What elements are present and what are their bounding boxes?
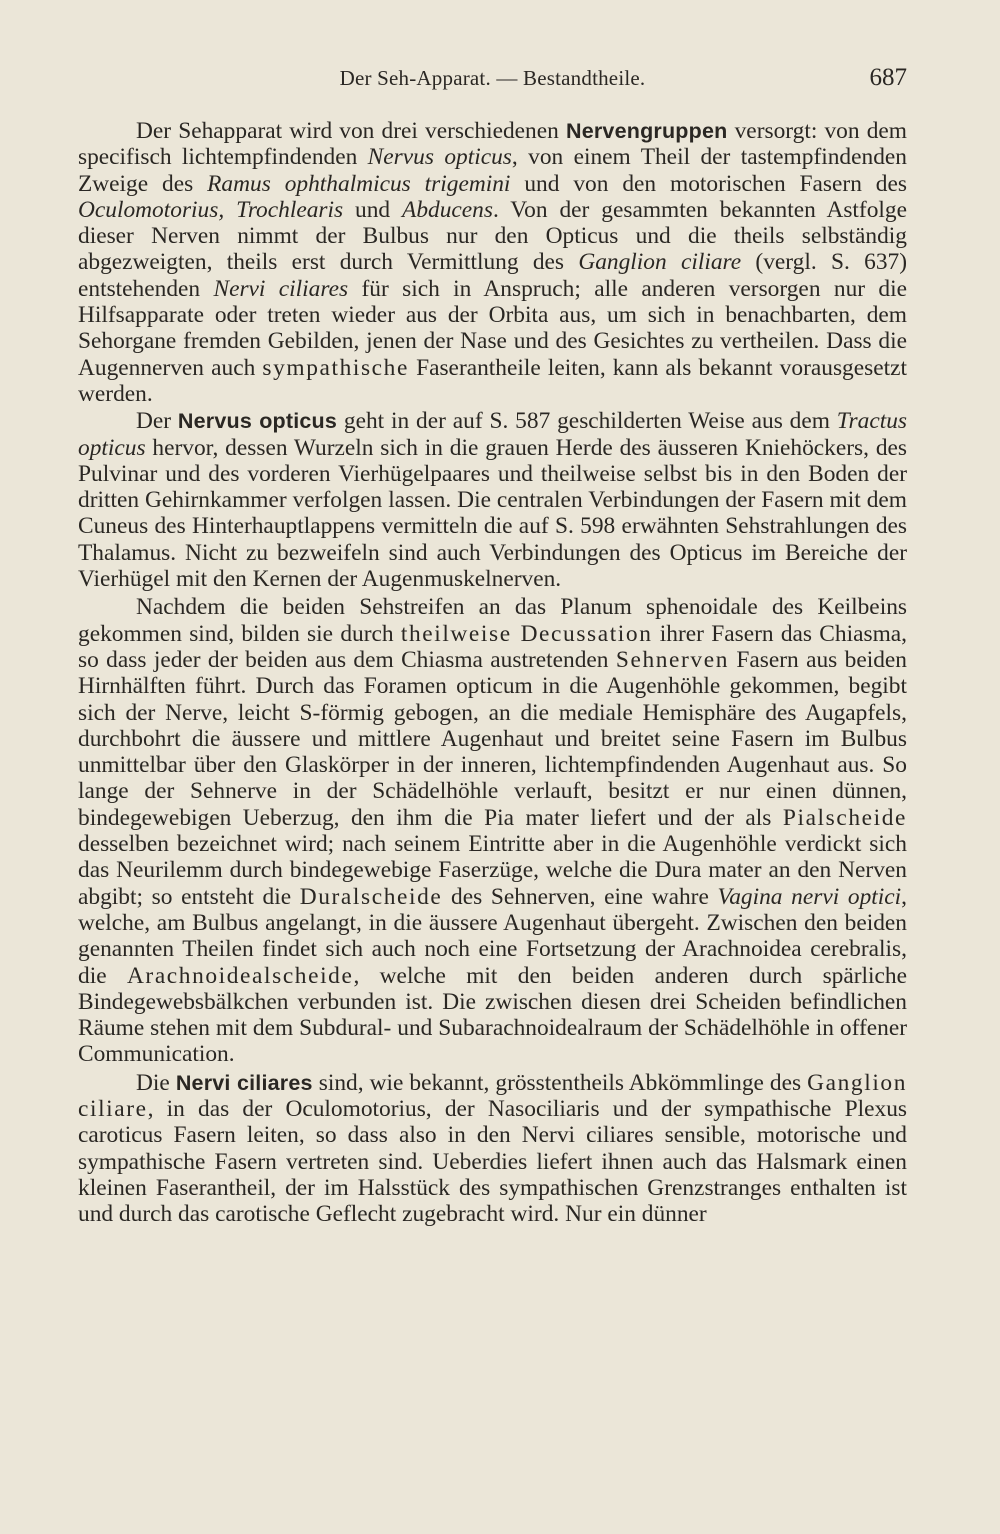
page-number: 687 xyxy=(869,64,907,91)
spaced-term: theilweise Decussation xyxy=(400,620,653,647)
text-run: geht in der auf S. 587 geschilderten Weise aus dem xyxy=(337,408,837,435)
text-run: Die xyxy=(136,1069,176,1096)
bold-term: Nervus opticus xyxy=(177,409,338,434)
paragraph-nervus-opticus xyxy=(78,408,907,592)
text-run: sind, wie bekannt, grösstentheils Abkömmlinge des xyxy=(312,1069,808,1096)
italic-term: Vagina nervi optici xyxy=(717,883,902,910)
text-run: , welche, am Bulbus angelangt, in die äussere Augenhaut übergeht. Zwischen den beiden genannten Theilen findet sich auch noch eine Fortsetzung der Arachnoidea cerebralis, die xyxy=(78,883,908,989)
text-run: und von den motorischen Fasern des xyxy=(510,170,907,197)
italic-term: Ramus ophthalmicus trigemini xyxy=(207,170,511,197)
text-run: desselben bezeichnet wird; nach seinem Eintritte aber in die Augenhöhle verdickt sich das Neurilemm durch bindegewebige Faserzüge, welche die Dura mater an den Nerven abgibt; so entsteht die xyxy=(78,831,907,910)
text-run: . Von der gesammten bekannten Astfolge dieser Nerven nimmt der Bulbus nur den Opticus und die theils selbständig abgezweigten, theils erst durch Vermittlung des xyxy=(78,196,907,276)
text-run: (vergl. S. 637) entstehenden xyxy=(78,249,907,302)
page-header xyxy=(78,62,907,98)
text-run: hervor, dessen Wurzeln sich in die grauen Herde des äusseren Kniehöckers, des Pulvinar und des vorderen Vierhügelpaares und theilweise selbst bis in den Boden der dritten Gehirnkammer verfolgen lassen. Die centralen Verbindungen der Fasern mit dem Cuneus des Hinterhauptlappens vermitteln die auf S. 598 erwähnten Sehstrahlungen des Thalamus. Nicht zu bezweifeln sind auch Verbindungen des Opticus im Bereiche der Vierhügel mit den Kernen der Augenmuskelnerven. xyxy=(78,434,907,593)
text-run: , welche mit den beiden anderen durch spärliche Bindegewebsbälkchen verbunden ist. Die zwischen diesen drei Scheiden befindlichen Räume stehen mit dem Subdural- und Subarachnoidealraum der Schädelhöhle in offener Communication. xyxy=(78,962,907,1068)
italic-term: Oculomotorius, Trochlearis xyxy=(78,196,344,223)
text-run: Fasern aus beiden Hirnhälften führt. Durch das Foramen opticum in die Augenhöhle gekommen, begibt sich der Nerve, leicht S-förmig gebogen, an die mediale Hemisphäre des Augapfels, durchbohrt die äussere und mittlere Augenhaut und breitet seine Fasern im Bulbus unmittelbar über den Glaskörper in der inneren, lichtempfindenden Augenhaut aus. So lange der Sehnerve in der Schädelhöhle verlauft, besitzt er nur einen dünnen, bindegewebigen Ueberzug, den ihm die Pia mater liefert und der als xyxy=(78,646,907,831)
text-run: , in das der Oculomotorius, der Nasociliaris und der sympathische Plexus caroticus Fasern leiten, so dass also in den Nervi ciliares sensible, motorische und sympathische Fasern vertreten sind. Ueberdies liefert ihnen auch das Halsmark einen kleinen Faserantheil, der im Halsstück des sympathischen Grenzstranges enthalten ist und durch das carotische Geflecht zugebracht wird. Nur ein dünner xyxy=(78,1095,907,1228)
spaced-term: Sehnerven xyxy=(615,646,729,673)
italic-term: Nervus opticus xyxy=(367,144,512,171)
text-run: Der Sehapparat wird von drei verschiedenen xyxy=(136,118,566,144)
text-run: Faserantheile leiten, kann als bekannt vorausgesetzt werden. xyxy=(78,354,907,407)
paragraph-nervi-ciliares xyxy=(78,1070,907,1228)
spaced-term: Ganglion ciliare xyxy=(78,1069,908,1122)
spaced-term: Duralscheide xyxy=(299,883,443,910)
text-run: des Sehnerven, eine wahre xyxy=(442,883,718,910)
text-run: ihrer Fasern das Chiasma, so dass jeder der beiden aus dem Chiasma austretenden xyxy=(78,620,907,673)
text-run: Der xyxy=(136,408,178,435)
text-run: , von einem Theil der tastempfindenden Zweige des xyxy=(78,144,907,197)
text-run: Nachdem die beiden Sehstreifen an das Planum sphenoidale des Keilbeins gekommen sind, bilden sie durch xyxy=(78,594,907,647)
italic-term: Ganglion ciliare xyxy=(578,249,742,276)
italic-term: Tractus opticus xyxy=(78,408,907,461)
running-title: Der Seh-Apparat. — Bestandtheile. xyxy=(339,66,646,90)
spaced-term: Arachnoidealscheide xyxy=(126,962,354,989)
bold-term: Nervi ciliares xyxy=(175,1070,313,1095)
spaced-term: sympathische xyxy=(262,354,409,381)
paragraph-nerve-groups xyxy=(78,118,907,407)
text-run: und xyxy=(343,196,403,223)
bold-term: Nervengruppen xyxy=(565,119,728,143)
text-run: versorgt: von dem specifisch lichtempfindenden xyxy=(78,118,907,171)
text-run: für sich in Anspruch; alle anderen versorgen nur die Hilfsapparate oder treten wieder aus der Orbita aus, um sich in benachbarten, dem Sehorgane fremden Gebilden, jenen der Nase und des Gesichtes zu vertheilen. Dass die Augennerven auch xyxy=(78,275,907,381)
italic-term: Abducens xyxy=(402,196,493,223)
italic-term: Nervi ciliares xyxy=(213,275,349,302)
spaced-term: Pialscheide xyxy=(782,804,907,831)
body-text xyxy=(78,118,907,1227)
paragraph-chiasma-sheaths xyxy=(78,594,907,1067)
